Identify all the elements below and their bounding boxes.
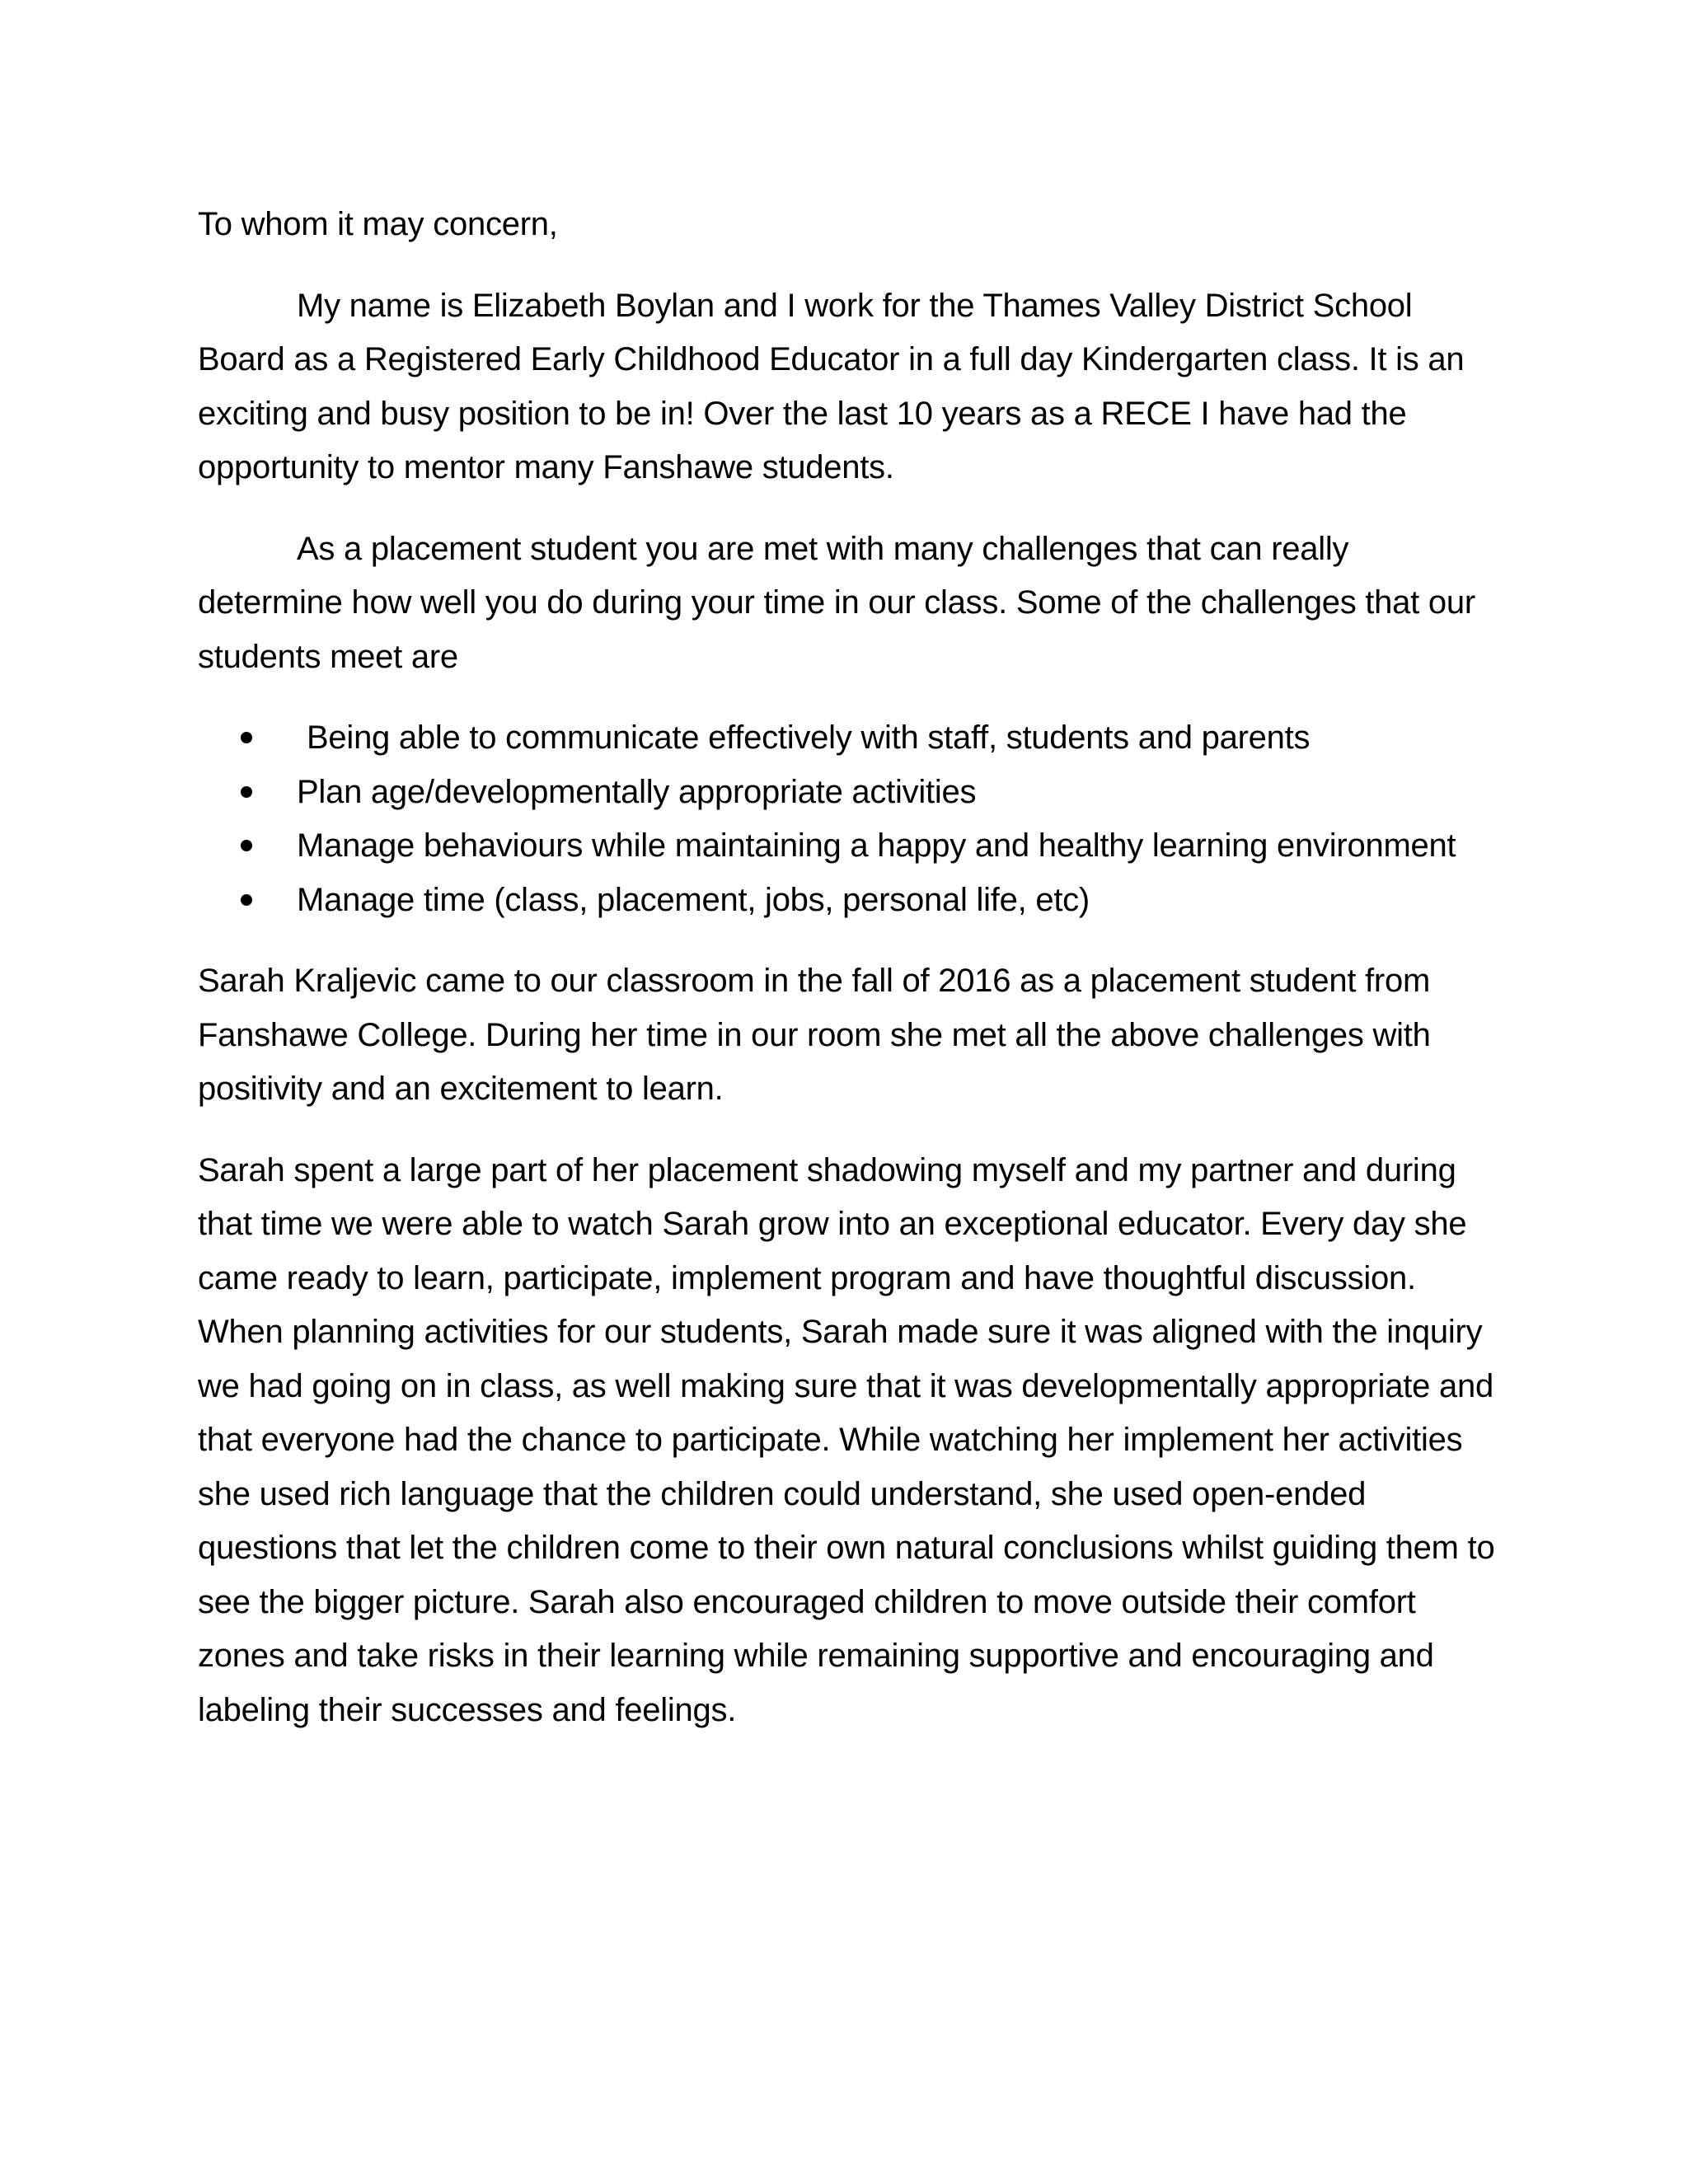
challenges-list [198,711,1496,927]
intro-paragraph: My name is Elizabeth Boylan and I work for the Thames Valley District School Board as a Registered Early Childhood Educator in a full day Kindergarten class. It is an exciting and busy position to be in! Over the last 10 years as a RECE I have had the opportunity to mentor many Fanshawe students. [198,287,1465,485]
letter-body [198,198,1496,1765]
bullet-icon [241,786,252,798]
list-item-text: Plan age/developmentally appropriate activities [297,773,977,810]
list-item [297,819,1496,874]
list-item-text: Being able to communicate effectively with staff, students and parents [307,719,1311,756]
bullet-icon [241,840,252,851]
salutation: To whom it may concern, [198,206,558,242]
bullet-icon [241,732,252,743]
assessment-paragraph: Sarah spent a large part of her placement shadowing myself and my partner and during that time we were able to watch Sarah grow into an exceptional educator. Every day she came ready to learn, participate, implement program and have thoughtful discussion. When planning activities for our students, Sarah made sure it was aligned with the inquiry we had going on in class, as well making sure that it was developmentally appropriate and that everyone had the chance to participate. While watching her implement her activities she used rich language that the children could understand, she used open-ended questions that let the children come to their own natural conclusions whilst guiding them to see the bigger picture. Sarah also encouraged children to move outside their comfort zones and take risks in their learning while remaining supportive and encouraging and labeling their successes and feelings. [198,1151,1495,1728]
bullet-icon [241,894,252,906]
placement-paragraph: Sarah Kraljevic came to our classroom in the fall of 2016 as a placement student from Fanshawe College. During her time in our room she met all the above challenges with positivity and an excitement to learn. [198,963,1431,1107]
list-item-text: Manage time (class, placement, jobs, personal life, etc) [297,881,1090,918]
list-item [297,874,1496,928]
list-item [297,766,1496,820]
challenges-intro-paragraph: As a placement student you are met with many challenges that can really determine how well you do during your time in our class. Some of the challenges that our students meet are [198,530,1475,675]
list-item [297,711,1496,766]
list-item-text: Manage behaviours while maintaining a happy and healthy learning environment [297,827,1456,864]
